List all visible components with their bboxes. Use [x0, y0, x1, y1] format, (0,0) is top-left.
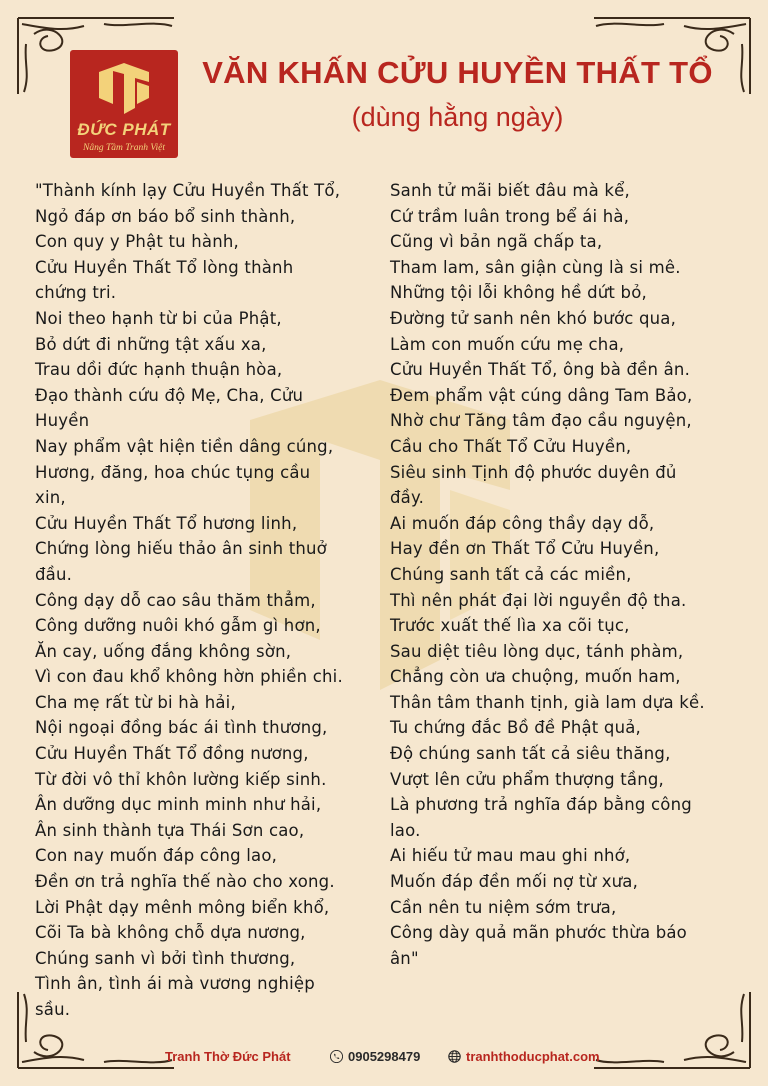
page-title: VĂN KHẤN CỬU HUYỀN THẤT TỔ [202, 55, 713, 90]
poem-line: Vì con đau khổ không hờn phiền chi. [35, 667, 343, 687]
poem-line: Muốn đáp đền mối nợ từ xưa, [390, 872, 639, 892]
poem-line: Trau dồi đức hạnh thuận hòa, [35, 360, 283, 380]
poem-line: Nội ngoại đồng bác ái tình thương, [35, 718, 328, 738]
poem-line: Thân tâm thanh tịnh, già lam dựa kề. [390, 692, 705, 712]
poem-line: ân" [390, 948, 419, 968]
poem-line: Nay phẩm vật hiện tiền dâng cúng, [35, 436, 334, 456]
footer [0, 1049, 768, 1069]
poem-line: đầy. [390, 488, 425, 508]
poem-line: Công dày quả mãn phước thừa báo [390, 923, 687, 943]
poem-line: Là phương trả nghĩa đáp bằng công [390, 795, 692, 815]
poem-line: Nhờ chư Tăng tâm đạo cầu nguyện, [390, 411, 692, 431]
poem-line: Ân sinh thành tựa Thái Sơn cao, [35, 820, 305, 840]
poem-column-right [390, 178, 735, 971]
poem-line: Lời Phật dạy mênh mông biển khổ, [35, 897, 330, 917]
poem-line: Bỏ dứt đi những tật xấu xa, [35, 334, 267, 354]
poem-line: Tham lam, sân giận cùng là si mê. [390, 257, 681, 277]
poem-line: "Thành kính lạy Cửu Huyền Thất Tổ, [35, 181, 341, 200]
footer-website[interactable] [448, 1049, 600, 1064]
poem-line: Vượt lên cửu phẩm thượng tầng, [390, 769, 664, 789]
poem-line: Cửu Huyền Thất Tổ lòng thành [35, 257, 294, 277]
poem-line: xin, [35, 488, 66, 508]
poem-line: sầu. [35, 1000, 71, 1019]
poem-line: Huyền [35, 411, 90, 431]
brand-name: ĐỨC PHÁT [77, 120, 171, 139]
poem-line: Thì nên phát đại lời nguyền độ tha. [390, 590, 687, 610]
poem-line: Ăn cay, uống đắng không sờn, [35, 641, 292, 661]
poem-line: Công dạy dỗ cao sâu thăm thẳm, [35, 590, 316, 610]
poem-line: Chúng sanh tất cả các miền, [390, 564, 632, 584]
poem-line: đầu. [35, 564, 73, 584]
brand-mark-icon [93, 60, 155, 118]
poem-line: Con nay muốn đáp công lao, [35, 846, 278, 866]
poem-line: Đạo thành cứu độ Mẹ, Cha, Cửu [35, 385, 304, 405]
poem-line: Làm con muốn cứu mẹ cha, [390, 334, 625, 354]
poem-line: Ai muốn đáp công thầy dạy dỗ, [390, 513, 655, 533]
footer-phone[interactable] [330, 1049, 420, 1064]
poem-line: Cửu Huyền Thất Tổ, ông bà đền ân. [390, 360, 691, 380]
poem-line: Sau diệt tiêu lòng dục, tánh phàm, [390, 641, 684, 661]
phone-icon [330, 1050, 343, 1063]
poem-column-left [35, 178, 375, 1023]
poem-line: Con quy y Phật tu hành, [35, 232, 240, 252]
poem-line: Noi theo hạnh từ bi của Phật, [35, 308, 282, 328]
poem-line: chứng tri. [35, 283, 117, 303]
poem-line: Cửu Huyền Thất Tổ đồng nương, [35, 744, 309, 764]
poem-line: Từ đời vô thỉ khôn lường kiếp sinh. [35, 769, 327, 789]
poem-line: Sanh tử mãi biết đâu mà kể, [390, 181, 630, 200]
poem-line: Đền ơn trả nghĩa thế nào cho xong. [35, 872, 335, 892]
poem-line: Cửu Huyền Thất Tổ hương linh, [35, 513, 298, 533]
poem-line: Cầu cho Thất Tổ Cửu Huyền, [390, 436, 632, 456]
poem-line: lao. [390, 820, 421, 840]
poem-line: Đường tử sanh nên khó bước qua, [390, 308, 677, 328]
poem-line: Ân dưỡng dục minh minh như hải, [35, 795, 322, 815]
globe-icon [448, 1050, 461, 1063]
poem-line: Những tội lỗi không hề dứt bỏ, [390, 283, 647, 303]
poem-line: Độ chúng sanh tất cả siêu thăng, [390, 744, 671, 764]
poem-line: Cõi Ta bà không chỗ dựa nương, [35, 923, 306, 943]
brand-logo [70, 50, 178, 158]
poem-line: Siêu sinh Tịnh độ phước duyên đủ [390, 462, 677, 482]
poem-line: Cha mẹ rất từ bi hà hải, [35, 692, 236, 712]
poem-line: Chúng sanh vì bởi tình thương, [35, 948, 296, 968]
brand-slogan: Nâng Tầm Tranh Việt [83, 143, 165, 153]
poem-line: Ai hiếu tử mau mau ghi nhớ, [390, 846, 631, 866]
poem-line: Hay đền ơn Thất Tổ Cửu Huyền, [390, 539, 660, 559]
poem-line: Ngỏ đáp ơn báo bổ sinh thành, [35, 206, 296, 226]
poem-line: Trước xuất thế lìa xa cõi tục, [390, 616, 630, 636]
footer-phone-number: 0905298479 [348, 1049, 421, 1064]
poem-line: Cứ trầm luân trong bể ái hà, [390, 206, 630, 226]
poem-line: Cần nên tu niệm sớm trưa, [390, 897, 617, 917]
footer-website-url: tranhthoducphat.com [466, 1049, 600, 1064]
page-subtitle: (dùng hằng ngày) [351, 102, 564, 132]
poem-line: Tu chứng đắc Bồ đề Phật quả, [390, 718, 641, 738]
poem-line: Chẳng còn ưa chuộng, muốn ham, [390, 667, 681, 687]
poem-line: Chứng lòng hiếu thảo ân sinh thuở [35, 539, 327, 559]
poem-line: Đem phẩm vật cúng dâng Tam Bảo, [390, 385, 693, 405]
poem-line: Tình ân, tình ái mà vương nghiệp [35, 974, 315, 994]
poem-line: Cũng vì bản ngã chấp ta, [390, 232, 603, 252]
footer-shop-name: Tranh Thờ Đức Phát [165, 1049, 291, 1064]
poem-line: Hương, đăng, hoa chúc tụng cầu [35, 462, 311, 482]
poem-line: Công dưỡng nuôi khó gẫm gì hơn, [35, 616, 321, 636]
